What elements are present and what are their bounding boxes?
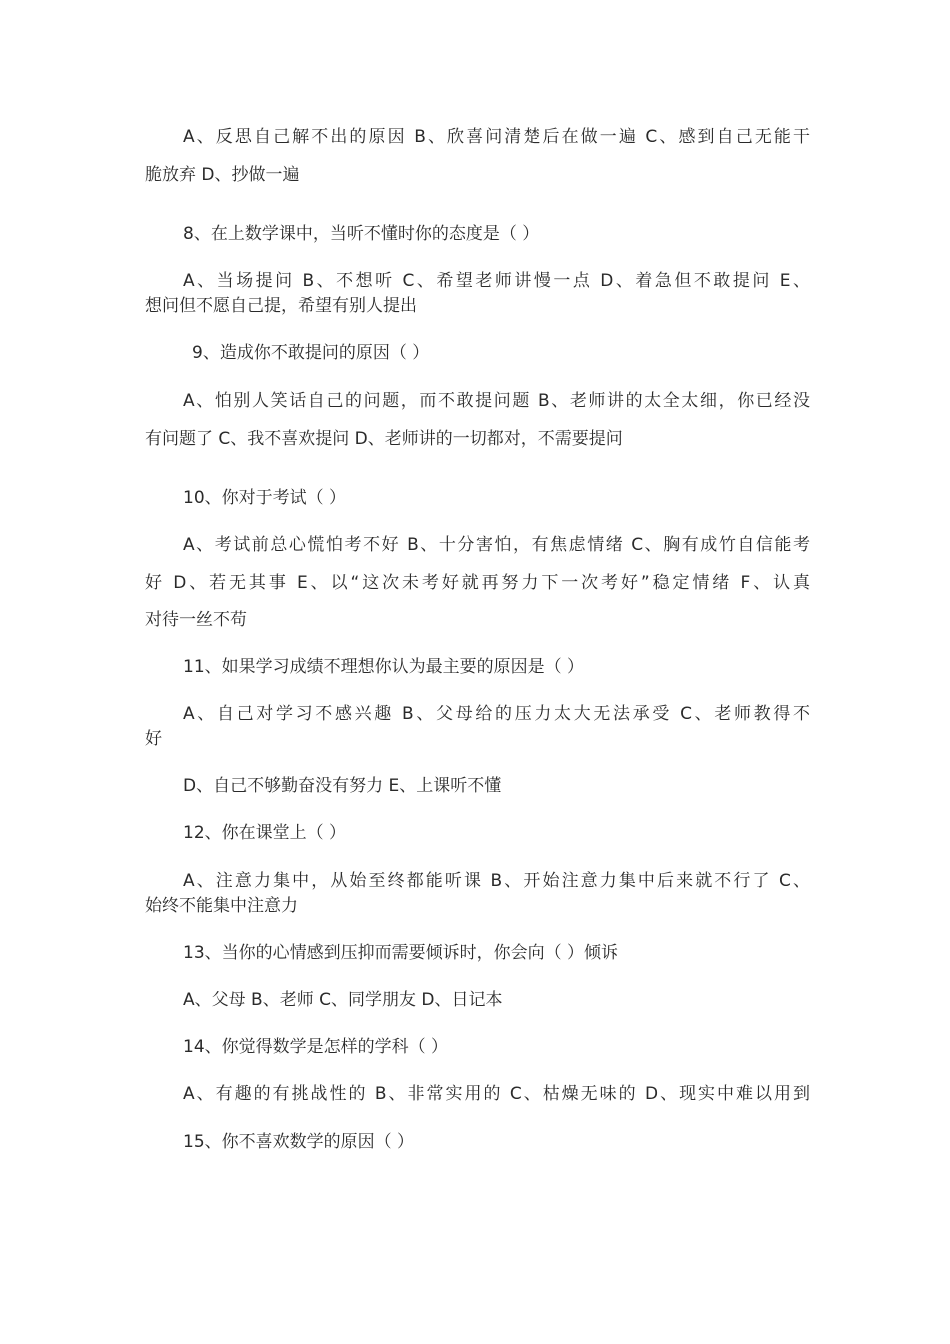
q9-options-line-2: 有问题了 C、我不喜欢提问 D、老师讲的一切都对，不需要提问 [145, 429, 623, 449]
q12-options-line-2: 始终不能集中注意力 [145, 896, 298, 916]
q8-options-line-2: 想问但不愿自己提，希望有别人提出 [145, 296, 417, 316]
q14-options: A、有趣的有挑战性的 B、非常实用的 C、枯燥无味的 D、现实中难以用到 [183, 1084, 810, 1104]
q15-question: 15、你不喜欢数学的原因（ ） [183, 1132, 415, 1152]
q7-options-line-2: 脆放弃 D、抄做一遍 [145, 165, 300, 185]
q9-options-line-1: A、怕别人笑话自己的问题，而不敢提问题 B、老师讲的太全太细，你已经没 [183, 391, 810, 411]
q10-options-line-2: 好 D、若无其事 E、以“这次未考好就再努力下一次考好”稳定情绪 F、认真 [145, 573, 810, 593]
q13-question: 13、当你的心情感到压抑而需要倾诉时，你会向（ ）倾诉 [183, 943, 619, 963]
q14-question: 14、你觉得数学是怎样的学科（ ） [183, 1037, 449, 1057]
q13-options: A、父母 B、老师 C、同学朋友 D、日记本 [183, 990, 503, 1010]
q12-question: 12、你在课堂上（ ） [183, 823, 347, 843]
q11-options-line-3: D、自己不够勤奋没有努力 E、上课听不懂 [183, 776, 502, 796]
q10-options-line-1: A、考试前总心慌怕考不好 B、十分害怕，有焦虑情绪 C、胸有成竹自信能考 [183, 535, 810, 555]
q8-options-line-1: A、当场提问 B、不想听 C、希望老师讲慢一点 D、着急但不敢提问 E、 [183, 271, 810, 291]
q11-options-line-1: A、自己对学习不感兴趣 B、父母给的压力太大无法承受 C、老师教得不 [183, 704, 810, 724]
q8-question: 8、在上数学课中，当听不懂时你的态度是（ ） [183, 224, 540, 244]
q12-options-line-1: A、注意力集中，从始至终都能听课 B、开始注意力集中后来就不行了 C、 [183, 871, 810, 891]
q11-question: 11、如果学习成绩不理想你认为最主要的原因是（ ） [183, 657, 585, 677]
q10-options-line-3: 对待一丝不苟 [145, 610, 247, 630]
q7-options-line-1: A、反思自己解不出的原因 B、欣喜问清楚后在做一遍 C、感到自己无能干 [183, 127, 810, 147]
q10-question: 10、你对于考试（ ） [183, 488, 347, 508]
q11-options-line-2: 好 [145, 729, 162, 749]
q9-question: 9、造成你不敢提问的原因（ ） [192, 343, 430, 363]
